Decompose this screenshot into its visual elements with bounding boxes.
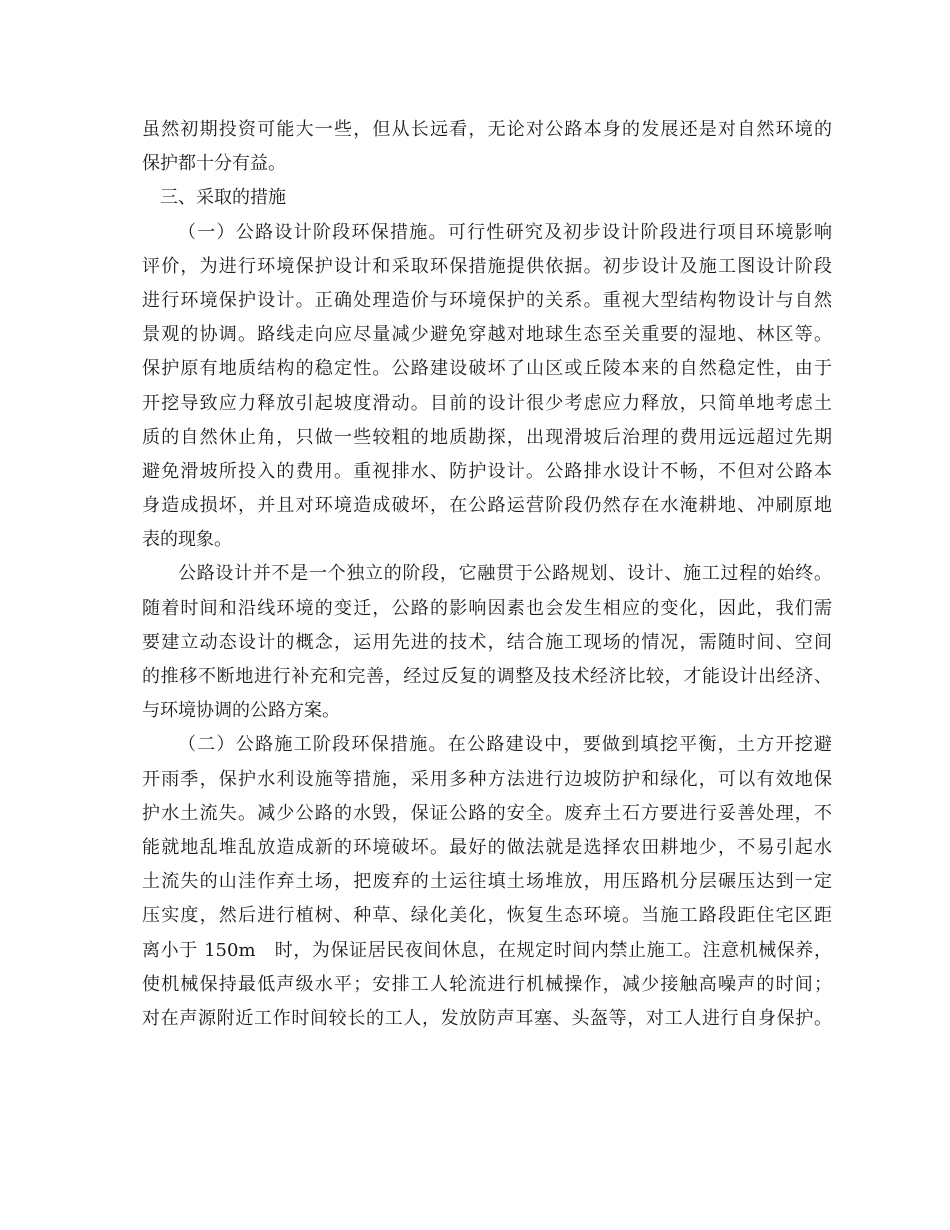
paragraph-first-line: （一）公路设计阶段环保措施。可行性研究及初步设计阶段进行项目环境影响 [178, 221, 832, 243]
text-line: 保护原有地质结构的稳定性。公路建设破坏了山区或丘陵本来的自然稳定性，由于 [142, 358, 832, 380]
text-line: 景观的协调。路线走向应尽量减少避免穿越对地球生态至关重要的湿地、林区等。 [142, 324, 832, 346]
text-line: 虽然初期投资可能大一些，但从长远看，无论对公路本身的发展还是对自然环境的 [142, 119, 832, 140]
text-line: 表的现象。 [142, 529, 232, 551]
text-line: 压实度，然后进行植树、种草、绿化美化，恢复生态环境。当施工路段距住宅区距 [142, 905, 832, 927]
text-line: 评价，为进行环境保护设计和采取环保措施提供依据。初步设计及施工图设计阶段 [142, 255, 832, 277]
section-heading: 三、采取的措施 [160, 187, 286, 209]
paragraph-first-line: （二）公路施工阶段环保措施。在公路建设中，要做到填挖平衡，土方开挖避 [178, 734, 832, 756]
text-line: 土流失的山洼作弃土场，把废弃的土运往填土场堆放，用压路机分层碾压达到一定 [142, 871, 832, 893]
text-line: 与环境协调的公路方案。 [142, 700, 340, 722]
text-line: 对在声源附近工作时间较长的工人，发放防声耳塞、头盔等，对工人进行自身保护。 [142, 1007, 832, 1029]
text-line: 离小于 150m 时，为保证居民夜间休息，在规定时间内禁止施工。注意机械保养， [142, 939, 832, 961]
text-line: 能就地乱堆乱放造成新的环境破坏。最好的做法就是选择农田耕地少，不易引起水 [142, 836, 832, 858]
text-line: 随着时间和沿线环境的变迁，公路的影响因素也会发生相应的变化，因此，我们需 [142, 597, 832, 619]
paragraph-first-line: 公路设计并不是一个独立的阶段，它融贯于公路规划、设计、施工过程的始终。 [178, 563, 832, 585]
text-line: 护水土流失。减少公路的水毁，保证公路的安全。废弃土石方要进行妥善处理，不 [142, 802, 832, 824]
text-line: 质的自然休止角，只做一些较粗的地质勘探，出现滑坡后治理的费用远远超过先期 [142, 426, 832, 448]
text-line: 开雨季，保护水利设施等措施，采用多种方法进行边坡防护和绿化，可以有效地保 [142, 768, 832, 790]
text-line: 身造成损坏，并且对环境造成破坏，在公路运营阶段仍然存在水淹耕地、冲刷原地 [142, 495, 832, 517]
body-text [142, 113, 832, 1036]
text-line: 避免滑坡所投入的费用。重视排水、防护设计。公路排水设计不畅，不但对公路本 [142, 460, 832, 482]
text-line: 开挖导致应力释放引起坡度滑动。目前的设计很少考虑应力释放，只简单地考虑土 [142, 392, 832, 414]
text-line: 保护都十分有益。 [142, 153, 286, 175]
text-line: 要建立动态设计的概念，运用先进的技术，结合施工现场的情况，需随时间、空间 [142, 631, 832, 653]
text-line: 进行环境保护设计。正确处理造价与环境保护的关系。重视大型结构物设计与自然 [142, 289, 832, 311]
text-line: 使机械保持最低声级水平；安排工人轮流进行机械操作，减少接触高噪声的时间； [142, 973, 832, 995]
text-line: 的推移不断地进行补充和完善，经过反复的调整及技术经济比较，才能设计出经济、 [142, 666, 832, 687]
